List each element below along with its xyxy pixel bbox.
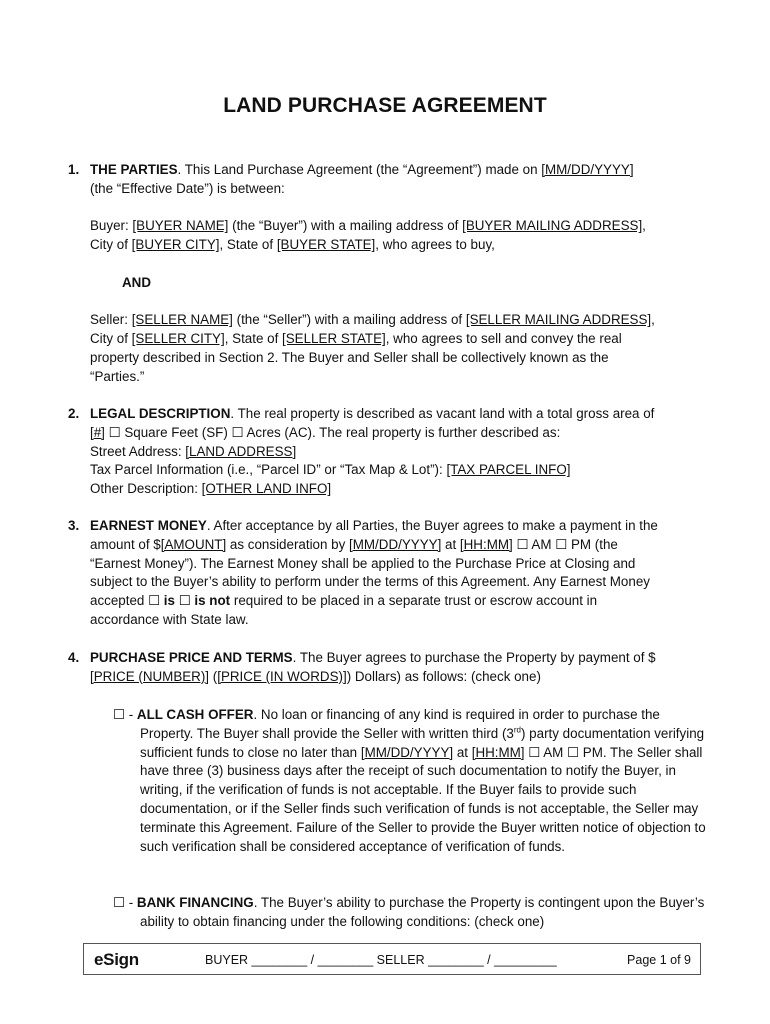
seller-line — [90, 311, 688, 330]
earnest-at: at — [441, 536, 460, 552]
section-earnest-money — [68, 517, 688, 630]
buyer-text-comma: , — [642, 218, 646, 234]
paren-open: ( — [209, 668, 218, 684]
seller-lead: Seller: — [90, 312, 132, 328]
seller-city-lead: City of — [90, 331, 132, 347]
esign-logo: eSign — [94, 950, 139, 969]
effective-date-field[interactable]: [MM/DD/YYYY] — [541, 162, 634, 177]
street-address-line — [90, 443, 688, 462]
cash-time-field[interactable]: [HH:MM] — [471, 744, 525, 760]
section-text: . After acceptance by all Parties, the Buyer agrees to make a payment in the — [206, 518, 658, 533]
page-number: Page 1 of 9 — [627, 953, 691, 967]
seller-city-field[interactable]: [SELLER CITY] — [131, 331, 225, 347]
seller-line-4: “Parties.” — [90, 368, 145, 384]
buyer-lead: Buyer: — [90, 218, 133, 234]
buyer-name-field[interactable]: [BUYER NAME] — [132, 218, 229, 234]
price-line-2 — [90, 668, 688, 687]
is-not-label: is not — [194, 593, 231, 609]
section-number: 4. — [68, 650, 80, 665]
other-lead: Other Description: — [90, 481, 202, 497]
section-heading: PURCHASE PRICE AND TERMS — [90, 650, 293, 665]
section-number: 2. — [68, 406, 80, 421]
option-bank-financing — [113, 894, 710, 932]
buyer-city-line — [90, 236, 688, 255]
section-legal-description — [68, 405, 688, 499]
earnest-amount-field[interactable]: [AMOUNT] — [160, 536, 227, 552]
price-number-field[interactable]: [PRICE (NUMBER)] — [90, 668, 210, 684]
buyer-text: (the “Buyer”) with a mailing address of — [228, 218, 463, 234]
document-title: LAND PURCHASE AGREEMENT — [223, 94, 547, 117]
tax-lead: Tax Parcel Information (i.e., “Parcel ID” or “Tax Map & Lot”): — [90, 462, 447, 478]
buyer-city-lead: City of — [90, 237, 132, 253]
section-number: 1. — [68, 162, 80, 177]
section-heading: THE PARTIES — [90, 162, 178, 177]
bank-financing-heading: BANK FINANCING — [136, 895, 254, 910]
section-text: . The real property is described as vacant land with a total gross area of — [230, 406, 655, 421]
buyer-state-field[interactable]: [BUYER STATE] — [276, 237, 376, 253]
seller-text-comma: , — [651, 312, 655, 328]
section-heading: LEGAL DESCRIPTION — [90, 406, 231, 421]
street-address-field[interactable]: [LAND ADDRESS] — [185, 443, 297, 459]
seller-city-line — [90, 330, 688, 349]
area-units-text: ☐ Square Feet (SF) ☐ Acres (AC). The real property is further described as: — [104, 424, 561, 440]
legal-line-2 — [90, 424, 688, 443]
earnest-line-6: accordance with State law. — [90, 611, 249, 627]
seller-state-field[interactable]: [SELLER STATE] — [282, 331, 386, 347]
accepted-lead: accepted ☐ — [90, 593, 164, 609]
all-cash-text-2: ) party documentation verifying sufficient funds to close no later than — [140, 725, 705, 760]
other-description-line — [90, 480, 688, 499]
bank-financing-checkbox[interactable]: ☐ - — [113, 895, 137, 910]
price-words-field[interactable]: [PRICE (IN WORDS)] — [217, 668, 347, 684]
section-number: 3. — [68, 518, 80, 533]
buyer-state-lead: , State of — [219, 237, 277, 253]
earnest-ampm: ☐ AM ☐ PM (the — [512, 536, 618, 552]
section-parties — [68, 161, 688, 387]
buyer-tail: , who agrees to buy, — [375, 237, 495, 253]
amount-lead: amount of $ — [90, 536, 161, 552]
earnest-text-5: required to be placed in a separate trust or escrow account in — [230, 593, 598, 609]
street-lead: Street Address: — [90, 443, 186, 459]
section-text: . This Land Purchase Agreement (the “Agreement”) made on — [177, 162, 542, 177]
price-line-1 — [90, 649, 688, 668]
buyer-address-field[interactable]: [BUYER MAILING ADDRESS] — [462, 218, 643, 234]
section-heading: EARNEST MONEY — [90, 518, 207, 533]
buyer-city-field[interactable]: [BUYER CITY] — [131, 237, 220, 253]
parties-intro-line-2: (the “Effective Date”) is between: — [90, 180, 285, 196]
tax-parcel-line — [90, 461, 688, 480]
all-cash-heading: ALL CASH OFFER — [136, 707, 254, 722]
all-cash-checkbox[interactable]: ☐ - — [113, 707, 137, 722]
area-field[interactable]: [#] — [90, 424, 105, 440]
parties-intro-line — [90, 161, 688, 180]
buyer-line — [90, 217, 688, 236]
earnest-line-3: “Earnest Money”). The Earnest Money shall be applied to the Purchase Price at Closing and — [90, 555, 636, 571]
tax-parcel-field[interactable]: [TAX PARCEL INFO] — [446, 462, 571, 478]
seller-state-lead: , State of — [224, 331, 283, 347]
ordinal-suffix: rd — [513, 725, 521, 735]
price-text: ) Dollars) as follows: (check one) — [346, 668, 541, 684]
all-cash-text-3: ☐ AM ☐ PM. The Seller shall have three (3) business days after the receipt of such documentation to notify the Buyer, in writing, if the verification of funds is not acceptable. If the Buyer fails to provide such documentation, or if the Seller finds such verification of funds is not acceptable, the Seller may terminate this Agreement. Failure of the Seller to provide the Buyer written notice of objection to such verification shall be considered acceptance of verification of funds. — [140, 744, 706, 854]
and-label: AND — [122, 274, 152, 290]
cash-at: at — [453, 744, 472, 760]
earnest-line-2 — [90, 536, 688, 555]
legal-line-1 — [90, 405, 688, 424]
section-purchase-price — [68, 649, 688, 687]
all-cash-text: . No loan or financing of any kind is required in order to purchase the Property. The Buyer shall provide the Seller with written third (3 — [140, 707, 660, 741]
initials-line[interactable]: BUYER ________ / ________ SELLER ________ / _________ — [205, 953, 557, 967]
cash-date-field[interactable]: [MM/DD/YYYY] — [360, 744, 454, 760]
seller-name-field[interactable]: [SELLER NAME] — [131, 312, 233, 328]
earnest-line-5 — [90, 592, 688, 611]
seller-text: (the “Seller”) with a mailing address of — [232, 312, 466, 328]
other-description-field[interactable]: [OTHER LAND INFO] — [201, 481, 332, 497]
earnest-line-1 — [90, 517, 688, 536]
is-label: is — [163, 593, 175, 609]
earnest-line-4: subject to the Buyer’s ability to perform under the terms of this Agreement. Any Earnest Money — [90, 574, 650, 590]
bank-financing-text: . The Buyer’s ability to purchase the Property is contingent upon the Buyer’s ability to obtain financing under the following conditions: (check one) — [140, 895, 705, 929]
option-all-cash — [113, 706, 710, 856]
page-footer — [83, 943, 701, 975]
seller-tail: , who agrees to sell and convey the real — [385, 331, 622, 347]
seller-address-field[interactable]: [SELLER MAILING ADDRESS] — [465, 312, 652, 328]
is-not-checkbox[interactable]: ☐ — [174, 593, 195, 609]
earnest-date-field[interactable]: [MM/DD/YYYY] — [349, 536, 442, 552]
section-text: . The Buyer agrees to purchase the Property by payment of $ — [292, 650, 656, 665]
earnest-text: as consideration by — [226, 536, 350, 552]
seller-line-3: property described in Section 2. The Buyer and Seller shall be collectively known as the — [90, 349, 609, 365]
earnest-time-field[interactable]: [HH:MM] — [459, 536, 513, 552]
